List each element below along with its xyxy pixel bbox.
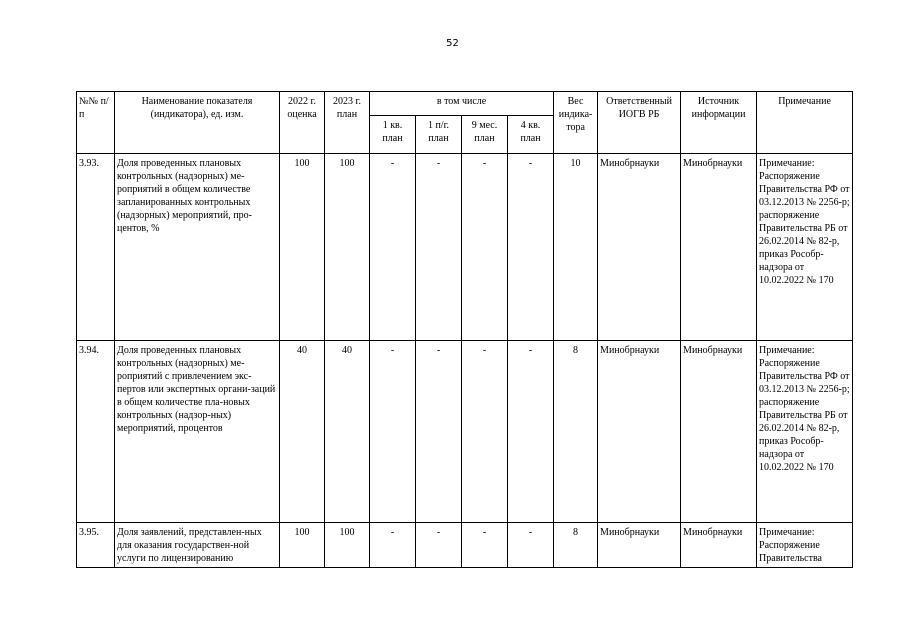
value-2022: 40 <box>280 341 325 523</box>
value-q4: - <box>508 341 554 523</box>
info-source: Минобрнауки <box>681 154 757 341</box>
header-q4: 4 кв. план <box>508 116 554 154</box>
row-number: 3.94. <box>77 341 115 523</box>
note: Примечание: Распоряжение Правительства РФ от 03.12.2013 № 2256-р; распоряжение Правительства РБ от 26.02.2014 № 82-р, приказ Рособр-надзора от 10.02.2022 № 170 <box>757 154 853 341</box>
value-q4: - <box>508 154 554 341</box>
info-source: Минобрнауки <box>681 341 757 523</box>
header-2022: 2022 г. оценка <box>280 92 325 154</box>
value-2023: 100 <box>325 154 370 341</box>
header-responsible: Ответственный ИОГВ РБ <box>598 92 681 154</box>
responsible-body: Минобрнауки <box>598 154 681 341</box>
row-number: 3.95. <box>77 523 115 568</box>
value-weight: 8 <box>554 341 598 523</box>
value-9m: - <box>462 154 508 341</box>
header-weight: Вес индика-тора <box>554 92 598 154</box>
responsible-body: Минобрнауки <box>598 341 681 523</box>
value-9m: - <box>462 523 508 568</box>
header-row <box>77 92 853 116</box>
value-2023: 40 <box>325 341 370 523</box>
indicator-table <box>76 91 853 568</box>
value-2022: 100 <box>280 523 325 568</box>
table-row <box>77 523 853 568</box>
header-name: Наименование показателя (индикатора), ед. изм. <box>115 92 280 154</box>
indicator-name: Доля заявлений, представлен-ных для оказания государствен-ной услуги по лицензированию <box>115 523 280 568</box>
value-weight: 8 <box>554 523 598 568</box>
page-number: 52 <box>446 38 459 49</box>
header-num: №№ п/п <box>77 92 115 154</box>
responsible-body: Минобрнауки <box>598 523 681 568</box>
header-9m: 9 мес. план <box>462 116 508 154</box>
header-q1: 1 кв. план <box>370 116 416 154</box>
value-weight: 10 <box>554 154 598 341</box>
value-q1: - <box>370 154 416 341</box>
value-h1: - <box>416 341 462 523</box>
value-2023: 100 <box>325 523 370 568</box>
value-q4: - <box>508 523 554 568</box>
value-9m: - <box>462 341 508 523</box>
note: Примечание: Распоряжение Правительства РФ от 03.12.2013 № 2256-р; распоряжение Правительства РБ от 26.02.2014 № 82-р, приказ Рособр-надзора от 10.02.2022 № 170 <box>757 341 853 523</box>
note: Примечание: Распоряжение Правительства <box>757 523 853 568</box>
header-source: Источник информации <box>681 92 757 154</box>
indicator-name: Доля проведенных плановых контрольных (надзорных) ме-роприятий в общем количестве запланированных контрольных (надзорных) мероприятий, про-центов, % <box>115 154 280 341</box>
header-2023: 2023 г. план <box>325 92 370 154</box>
value-h1: - <box>416 154 462 341</box>
header-note: Примечание <box>757 92 853 154</box>
value-h1: - <box>416 523 462 568</box>
table-row <box>77 341 853 523</box>
value-q1: - <box>370 341 416 523</box>
header-h1: 1 п/г. план <box>416 116 462 154</box>
value-2022: 100 <box>280 154 325 341</box>
value-q1: - <box>370 523 416 568</box>
row-number: 3.93. <box>77 154 115 341</box>
indicator-name: Доля проведенных плановых контрольных (надзорных) ме-роприятий с привлечением экс-пертов или экспертных органи-заций в общем количестве пла-новых контрольных (надзор-ных) мероприятий, процентов <box>115 341 280 523</box>
table-row <box>77 154 853 341</box>
info-source: Минобрнауки <box>681 523 757 568</box>
header-including: в том числе <box>370 92 554 116</box>
